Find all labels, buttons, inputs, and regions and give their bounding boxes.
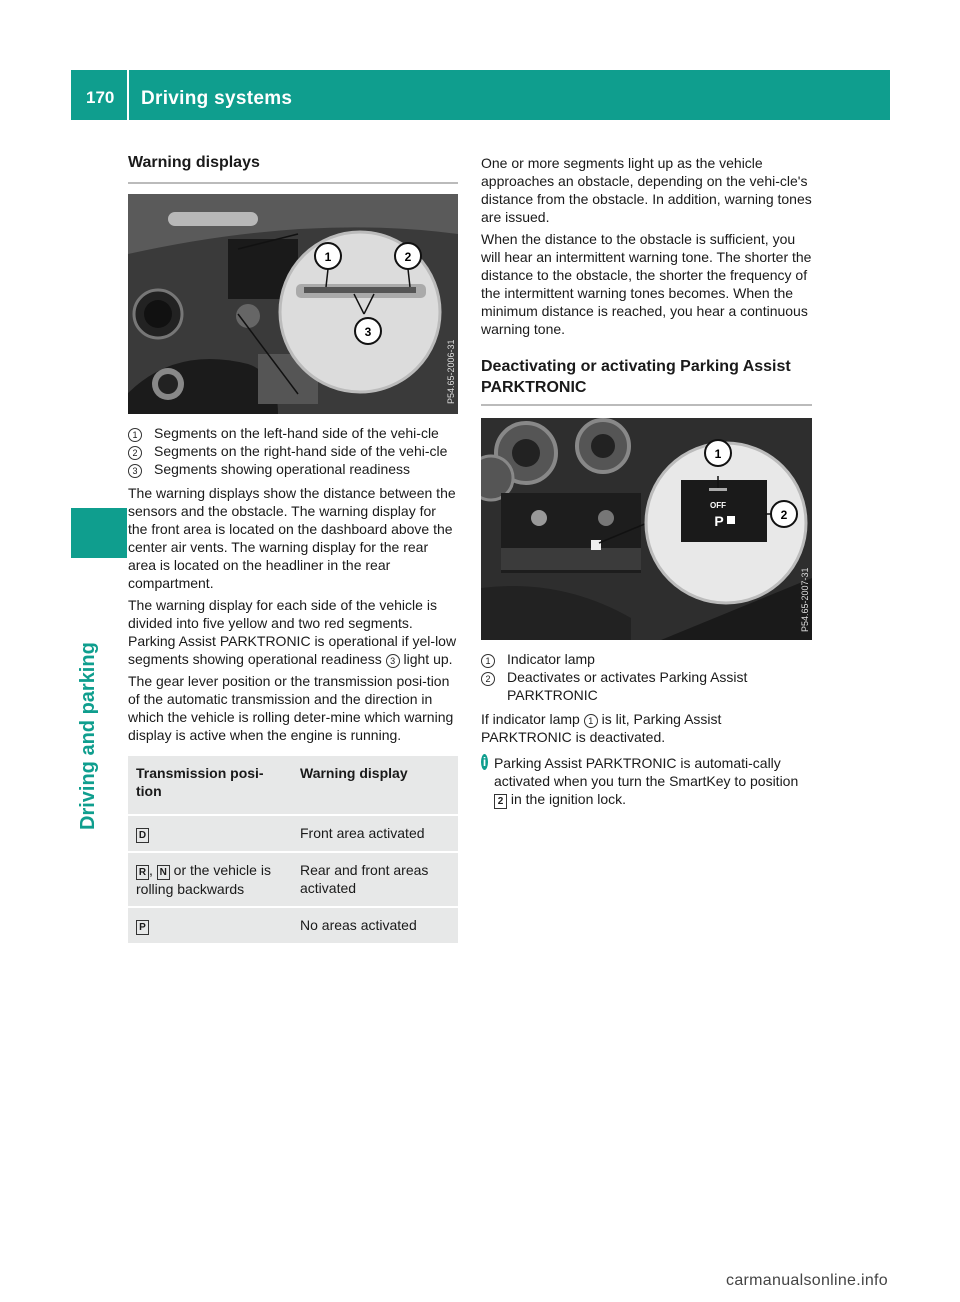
dashboard-figure [128, 194, 458, 414]
paragraph-text: light up. [403, 651, 453, 667]
header-divider [127, 70, 129, 120]
table-header: Transmission posi-tion [128, 756, 292, 815]
left-column [128, 154, 458, 943]
paragraph-text: The warning display for each side of the vehicle is divided into five yellow and two red segments. Parking Assist PARKTRONIC is operational if yel-low segments showing operational readiness [128, 597, 457, 667]
callout-number: 1 [481, 654, 495, 668]
table-cell: or the vehicle is rolling backwards [136, 862, 271, 897]
table-cell: Rear and front areas activated [292, 852, 458, 907]
legend-text: Segments on the left-hand side of the vehi-cle [154, 425, 439, 441]
svg-text:P: P [714, 513, 724, 529]
paragraph-text: If indicator lamp [481, 711, 580, 727]
side-tab-marker [71, 508, 127, 558]
off-label: OFF [710, 501, 726, 510]
transmission-table [128, 756, 458, 943]
table-row: R , N or the vehicle is rolling backwards Rear and front areas activated [128, 852, 458, 907]
legend-item [128, 424, 458, 442]
paragraph-text: is lit, Parking Assist PARKTRONIC is deactivated. [481, 711, 722, 745]
legend-item [481, 650, 812, 668]
paragraph: When the distance to the obstacle is sufficient, you will hear an intermittent warning tone. The shorter the distance to the obstacle, the shorter the frequency of the intermittent warning tones becomes. When the minimum distance is reached, you hear a continuous warning tone. [481, 231, 812, 337]
side-tab [71, 120, 127, 1302]
heading-rule [481, 404, 812, 406]
paragraph: The gear lever position or the transmission posi-tion of the automatic transmission and the direction in which the vehicle is rolling deter-mine which warning display is active when the engine is running. [128, 673, 454, 743]
table-cell: Front area activated [292, 815, 458, 852]
gear-symbol: N [157, 865, 170, 880]
svg-text:3: 3 [364, 325, 372, 339]
callout-number: 2 [128, 446, 142, 460]
table-row [128, 815, 458, 852]
figure-legend [481, 650, 812, 704]
legend-item [128, 442, 458, 460]
info-icon: i [482, 755, 487, 769]
parktronic-heading: Deactivating or activating Parking Assist PARKTRONIC [481, 358, 791, 396]
svg-text:1: 1 [324, 250, 332, 264]
page-number: 170 [86, 88, 115, 107]
callout-number: 2 [481, 672, 495, 686]
svg-text:2: 2 [780, 508, 788, 522]
paragraph [481, 710, 812, 746]
console-illustration [481, 418, 812, 640]
paragraph [128, 596, 458, 668]
ignition-position: 2 [494, 794, 507, 809]
figure-code: P54.65-2007-31 [800, 567, 810, 632]
legend-item [128, 460, 458, 478]
legend-text: Indicator lamp [507, 651, 595, 667]
figure-legend [128, 424, 458, 478]
warning-displays-heading: Warning displays [128, 154, 260, 171]
gear-symbol: R [136, 865, 149, 880]
gear-symbol: P [136, 920, 149, 935]
legend-item [481, 668, 812, 704]
callout-ref: 1 [584, 714, 598, 728]
table-header-row [128, 756, 458, 815]
side-tab-label: Driving and parking [77, 642, 99, 830]
watermark: carmanualsonline.info [726, 1272, 888, 1289]
table-header: Warning display [292, 756, 458, 815]
info-note [481, 754, 812, 809]
paragraph: One or more segments light up as the vehicle approaches an obstacle, depending on the vehi-cle's distance from the obstacle. In addition, warning tones are issued. [481, 155, 812, 225]
section-title: Driving systems [141, 88, 293, 109]
callout-ref: 3 [386, 654, 400, 668]
svg-text:1: 1 [714, 447, 722, 461]
right-column [481, 154, 812, 809]
legend-text: Deactivates or activates Parking Assist PARKTRONIC [507, 669, 748, 703]
paragraph: The warning displays show the distance between the sensors and the obstacle. The warning display for the front area is located on the dashboard above the center air vents. The warning display for the rear area is located on the headliner in the rear compartment. [128, 485, 456, 591]
gear-symbol: D [136, 828, 149, 843]
legend-text: Segments showing operational readiness [154, 461, 411, 477]
table-row [128, 907, 458, 943]
figure-code: P54.65-2006-31 [446, 339, 456, 404]
dashboard-illustration [128, 194, 458, 414]
legend-text: Segments on the right-hand side of the vehi-cle [154, 443, 448, 459]
callout-number: 3 [128, 464, 142, 478]
callout-number: 1 [128, 428, 142, 442]
svg-text:2: 2 [404, 250, 412, 264]
console-figure [481, 418, 812, 640]
table-cell: No areas activated [292, 907, 458, 943]
info-text: Parking Assist PARKTRONIC is automati-cally activated when you turn the SmartKey to position 2 in the ignition lock. [493, 755, 799, 807]
heading-rule [128, 182, 458, 184]
